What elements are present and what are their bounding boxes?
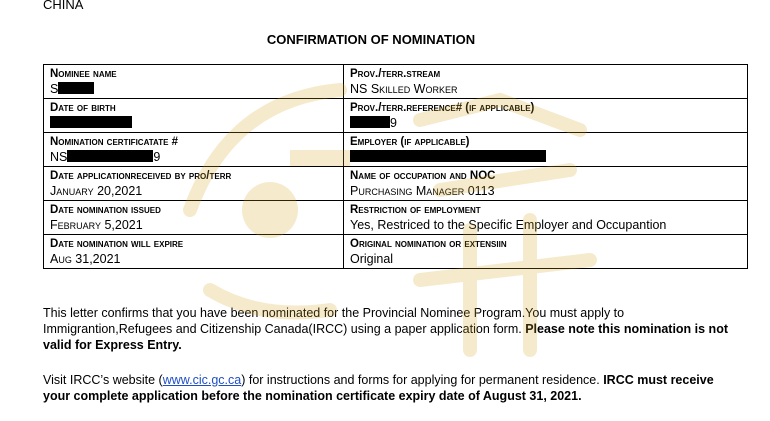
table-row bbox=[44, 65, 748, 99]
paragraph-bold-text: IRCC must receive your complete application before the nomination certificate expiry date of August 31, 2021. bbox=[43, 373, 714, 403]
field-label: Original nomination or extensiin bbox=[350, 238, 507, 250]
table-row bbox=[44, 99, 748, 133]
field-value: Purchasing Manager 0113 bbox=[350, 184, 495, 198]
paragraph-text: Visit IRCC’s website ( bbox=[43, 373, 163, 387]
paragraph-nomination-info bbox=[43, 305, 743, 353]
paragraph-bold-text: Please note this nomination is not valid for Express Entry. bbox=[43, 322, 728, 352]
stream-cell bbox=[344, 65, 748, 99]
employer-cell bbox=[344, 133, 748, 167]
date-received-cell bbox=[44, 167, 344, 201]
ircc-website-link[interactable]: www.cic.gc.ca bbox=[162, 373, 242, 387]
date-issued-cell bbox=[44, 201, 344, 235]
field-value: Yes, Restriced to the Specific Employer and Occupantion bbox=[350, 218, 667, 232]
dob-cell bbox=[44, 99, 344, 133]
field-label: Employer (if applicable) bbox=[350, 136, 470, 148]
redaction-bar bbox=[350, 116, 390, 128]
table-row bbox=[44, 167, 748, 201]
field-value: NS bbox=[50, 150, 68, 164]
field-value: January 20,2021 bbox=[50, 184, 143, 198]
field-label: Date nomination will expire bbox=[50, 238, 184, 250]
field-label: Name of occupation and NOC bbox=[350, 170, 496, 182]
paragraph-ircc-instructions bbox=[43, 372, 743, 404]
document-title: CONFIRMATION OF NOMINATION bbox=[266, 32, 476, 47]
redaction-bar bbox=[67, 150, 153, 162]
field-label: Date applicationreceived by pro/terr bbox=[50, 170, 232, 182]
field-label: Prov./terr.stream bbox=[350, 68, 441, 80]
field-value: 9 bbox=[153, 150, 161, 164]
redaction-bar bbox=[58, 82, 94, 94]
paragraph-text: This letter confirms that you have been nominated for the Provincial Nominee Program.You must apply to Immigrantion,Refugees and Citizenship Canada(IRCC) using a paper application form. bbox=[43, 306, 625, 336]
expiry-cell bbox=[44, 235, 344, 269]
table-row bbox=[44, 201, 748, 235]
field-value: NS Skilled Worker bbox=[350, 82, 458, 96]
table-row bbox=[44, 235, 748, 269]
field-value: 9 bbox=[390, 116, 397, 130]
original-or-extension-cell bbox=[344, 235, 748, 269]
country-label: CHINA bbox=[43, 0, 84, 12]
table-row bbox=[44, 133, 748, 167]
redaction-bar bbox=[50, 116, 132, 128]
redaction-bar bbox=[350, 150, 546, 162]
field-value: Original bbox=[350, 252, 394, 266]
field-label: Nominee name bbox=[50, 68, 117, 80]
field-value: Aug 31,2021 bbox=[50, 252, 121, 266]
field-label: Restriction of employment bbox=[350, 204, 481, 216]
certificate-cell bbox=[44, 133, 344, 167]
nomination-table bbox=[43, 64, 748, 269]
paragraph-text: ) for instructions and forms for applying for permanent residence. bbox=[241, 373, 604, 387]
field-label: Date of birth bbox=[50, 102, 116, 114]
field-value: February 5,2021 bbox=[50, 218, 143, 232]
reference-cell bbox=[344, 99, 748, 133]
field-label: Date nomination issued bbox=[50, 204, 161, 216]
restriction-cell bbox=[344, 201, 748, 235]
nominee-name-cell bbox=[44, 65, 344, 99]
occupation-cell bbox=[344, 167, 748, 201]
field-label: Nomination certificatate # bbox=[50, 136, 179, 148]
field-value: S bbox=[50, 82, 59, 96]
field-label: Prov./terr.reference# (if applicable) bbox=[350, 102, 535, 114]
